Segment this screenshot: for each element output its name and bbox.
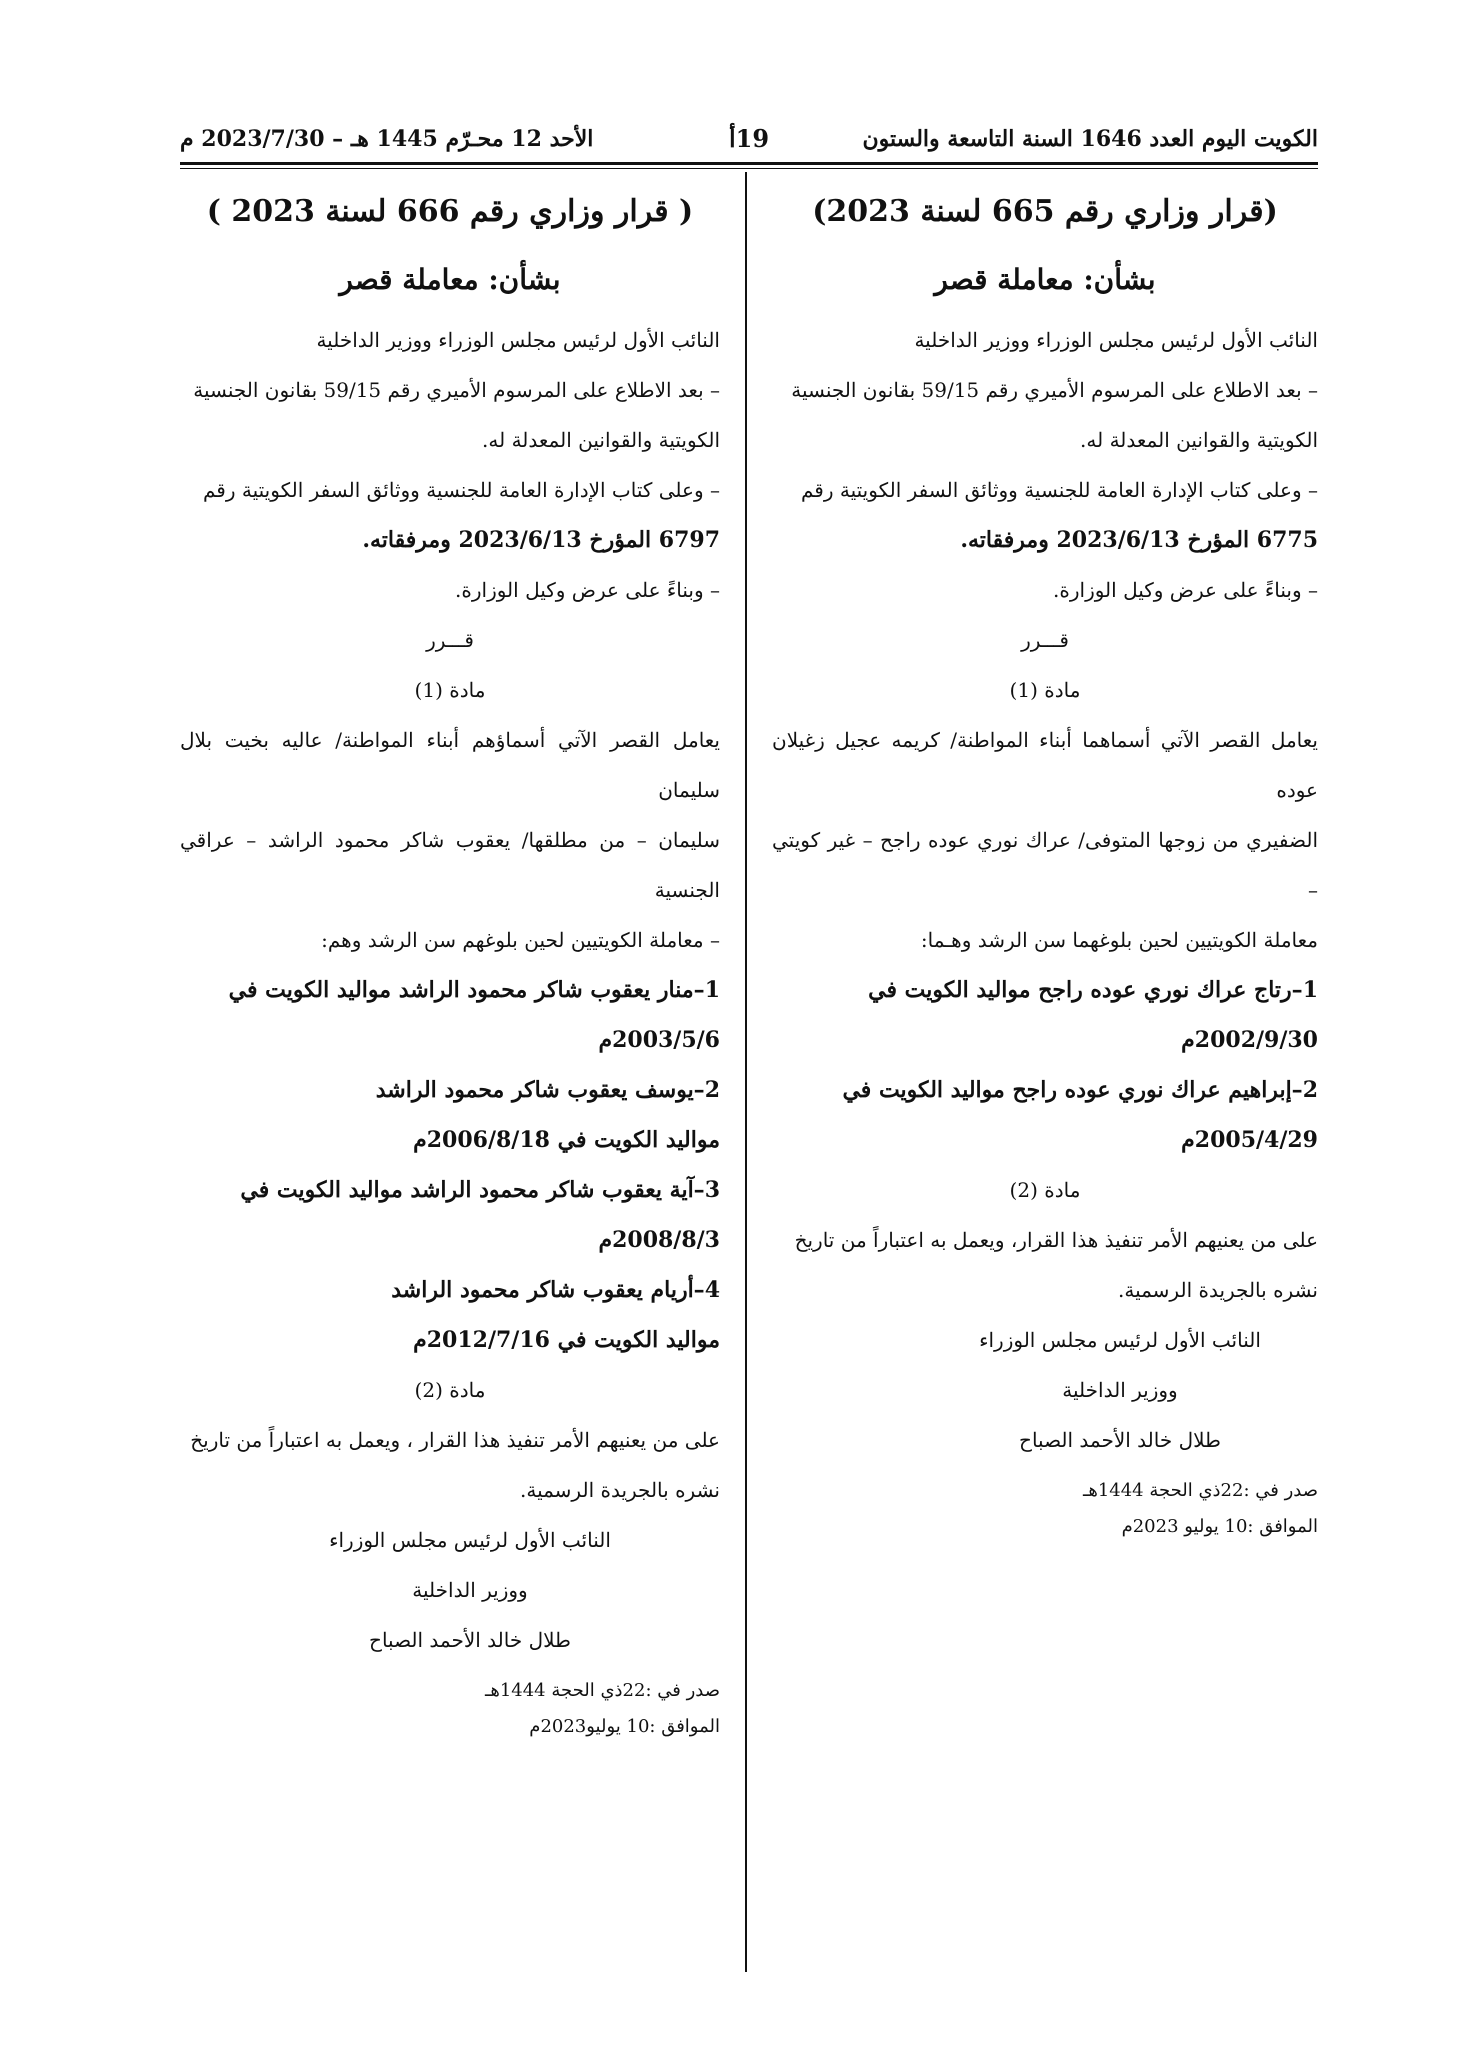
header-rule-thin bbox=[180, 168, 1318, 169]
signatory-title: ووزير الداخلية bbox=[1062, 1378, 1178, 1402]
article-body-line: يعامل القصر الآتي أسماهما أبناء المواطنة/ كريمه عجيل زغيلان عوده bbox=[772, 728, 1318, 802]
recital-line: – بعد الاطلاع على المرسوم الأميري رقم 59/15 بقانون الجنسية bbox=[791, 378, 1318, 402]
signatory-name: طلال خالد الأحمد الصباح bbox=[1019, 1428, 1221, 1452]
closing-line: على من يعنيهم الأمر تنفيذ هذا القرار ، ويعمل به اعتباراً من تاريخ bbox=[190, 1428, 720, 1452]
issue-date: صدر في :22ذي الحجة 1444هـ bbox=[485, 1680, 720, 1701]
issue-date-gregorian: الموافق :10 يوليو 2023م bbox=[1121, 1516, 1318, 1537]
article-body-line: – معاملة الكويتيين لحين بلوغهم سن الرشد وهم: bbox=[321, 928, 720, 952]
minor-item: 2–يوسف يعقوب شاكر محمود الراشد bbox=[375, 1077, 720, 1103]
article-body-line: الضفيري من زوجها المتوفى/ عراك نوري عوده راجح – غير كويتي – bbox=[772, 828, 1318, 902]
article-body-line: يعامل القصر الآتي أسماؤهم أبناء المواطنة/ عاليه بخيت بلال سليمان bbox=[180, 728, 720, 802]
recital-line: الكويتية والقوانين المعدلة له. bbox=[482, 428, 720, 452]
decree-666 bbox=[180, 175, 720, 1745]
article-heading: مادة (1) bbox=[414, 678, 486, 702]
page-number: 19أ bbox=[728, 124, 770, 153]
closing-line: نشره بالجريدة الرسمية. bbox=[520, 1478, 720, 1502]
minor-item: 1–رتاج عراك نوري عوده راجح مواليد الكويت في 2002/9/30م bbox=[868, 977, 1318, 1053]
recital-line: – بعد الاطلاع على المرسوم الأميري رقم 59/15 بقانون الجنسية bbox=[193, 378, 720, 402]
signatory-title: ووزير الداخلية bbox=[412, 1578, 528, 1602]
decree-issuer: النائب الأول لرئيس مجلس الوزراء ووزير الداخلية bbox=[316, 328, 720, 352]
signatory-title: النائب الأول لرئيس مجلس الوزراء bbox=[329, 1528, 611, 1552]
header-date: الأحد 12 محـرّم 1445 هـ – 2023/7/30 م bbox=[180, 126, 594, 152]
minor-item: 2–إبراهيم عراك نوري عوده راجح مواليد الكويت في 2005/4/29م bbox=[842, 1077, 1318, 1153]
closing-line: على من يعنيهم الأمر تنفيذ هذا القرار، ويعمل به اعتباراً من تاريخ bbox=[794, 1228, 1318, 1252]
article-body-line: معاملة الكويتيين لحين بلوغهما سن الرشد وهـما: bbox=[920, 928, 1318, 952]
recital-line: – وعلى كتاب الإدارة العامة للجنسية ووثائق السفر الكويتية رقم bbox=[202, 478, 720, 502]
article-heading: مادة (1) bbox=[1009, 678, 1081, 702]
header-rule-thick bbox=[180, 162, 1318, 165]
gazette-issue: الكويت اليوم العدد 1646 السنة التاسعة والستون bbox=[862, 126, 1318, 152]
decided-heading: قـــرر bbox=[1021, 628, 1069, 652]
minor-item: 4–أريام يعقوب شاكر محمود الراشد bbox=[391, 1277, 720, 1303]
recital-line: الكويتية والقوانين المعدلة له. bbox=[1080, 428, 1318, 452]
minor-item: 1–منار يعقوب شاكر محمود الراشد مواليد الكويت في 2003/5/6م bbox=[228, 977, 720, 1053]
decree-subject: بشأن: معاملة قصر bbox=[339, 263, 561, 296]
article-heading: مادة (2) bbox=[1009, 1178, 1081, 1202]
minor-birth: مواليد الكويت في 2012/7/16م bbox=[413, 1327, 720, 1353]
closing-line: نشره بالجريدة الرسمية. bbox=[1118, 1278, 1318, 1302]
decree-665 bbox=[772, 175, 1318, 1545]
recital-line: 6797 المؤرخ 2023/6/13 ومرفقاته. bbox=[362, 527, 720, 553]
minor-birth: مواليد الكويت في 2006/8/18م bbox=[413, 1127, 720, 1153]
issue-date-gregorian: الموافق :10 يوليو2023م bbox=[529, 1716, 720, 1737]
minor-item: 3–آية يعقوب شاكر محمود الراشد مواليد الكويت في 2008/8/3م bbox=[240, 1177, 720, 1253]
column-divider bbox=[745, 172, 747, 1972]
recital-line: – وعلى كتاب الإدارة العامة للجنسية ووثائق السفر الكويتية رقم bbox=[800, 478, 1318, 502]
decree-subject: بشأن: معاملة قصر bbox=[934, 263, 1156, 296]
article-body-line: سليمان – من مطلقها/ يعقوب شاكر محمود الراشد – عراقي الجنسية bbox=[180, 828, 720, 902]
decree-issuer: النائب الأول لرئيس مجلس الوزراء ووزير الداخلية bbox=[914, 328, 1318, 352]
issue-date: صدر في :22ذي الحجة 1444هـ bbox=[1083, 1480, 1318, 1501]
decree-title: ( قرار وزاري رقم 666 لسنة 2023 ) bbox=[206, 194, 694, 229]
decided-heading: قـــرر bbox=[426, 628, 474, 652]
page-header bbox=[180, 120, 1318, 162]
recital-line: 6775 المؤرخ 2023/6/13 ومرفقاته. bbox=[960, 527, 1318, 553]
signatory-name: طلال خالد الأحمد الصباح bbox=[369, 1628, 571, 1652]
article-heading: مادة (2) bbox=[414, 1378, 486, 1402]
recital-line: – وبناءً على عرض وكيل الوزارة. bbox=[455, 578, 720, 602]
signatory-title: النائب الأول لرئيس مجلس الوزراء bbox=[979, 1328, 1261, 1352]
decree-title: (قرار وزاري رقم 665 لسنة 2023) bbox=[812, 194, 1278, 229]
recital-line: – وبناءً على عرض وكيل الوزارة. bbox=[1053, 578, 1318, 602]
